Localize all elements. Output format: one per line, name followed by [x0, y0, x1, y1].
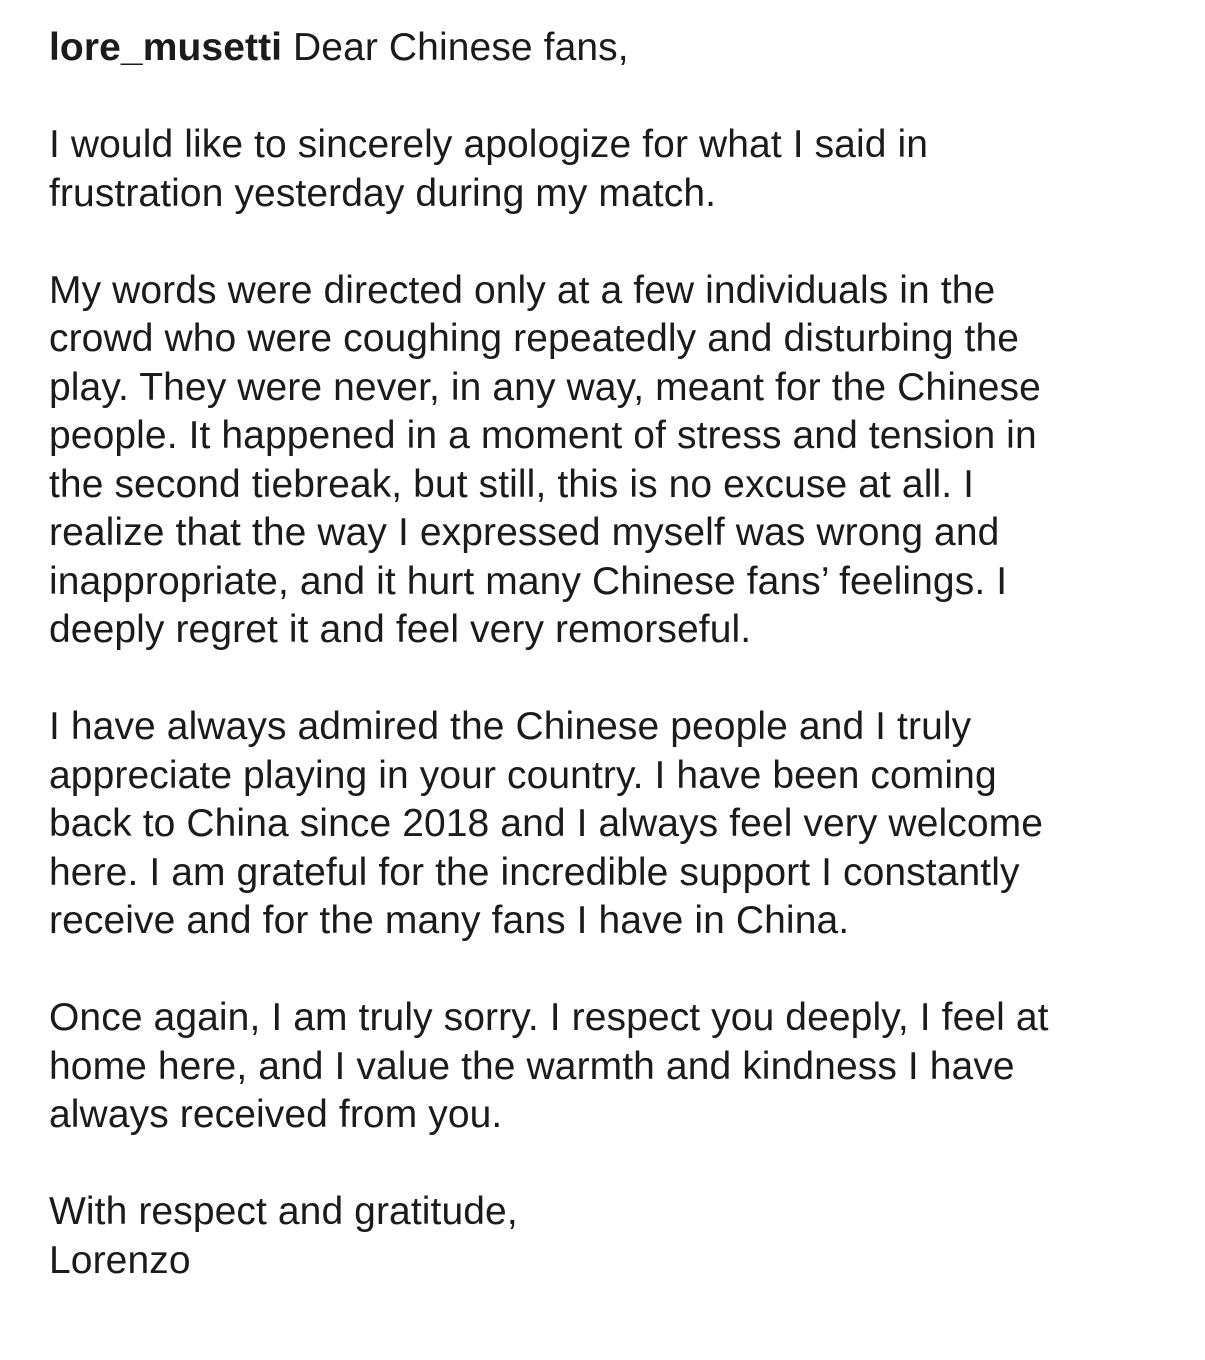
paragraph-spacer [49, 1140, 1179, 1189]
paragraph-4-line: home here, and I value the warmth and kindness I have [49, 1044, 1015, 1088]
paragraph-4-line: Once again, I am truly sorry. I respect you deeply, I feel at [49, 996, 1049, 1039]
signoff-text: With respect and gratitude, [49, 1190, 518, 1233]
paragraph-spacer [49, 218, 1179, 267]
username-link[interactable]: lore_musetti [49, 26, 283, 69]
paragraph-2-line: My words were directed only at a few individuals in the [49, 268, 996, 312]
paragraph-2-line: deeply regret it and feel very remorseful. [49, 608, 752, 651]
paragraph-3-line: receive and for the many fans I have in China. [49, 899, 850, 942]
paragraph-2-line: realize that the way I expressed myself was wrong and [49, 511, 1000, 554]
paragraph-2-line: people. It happened in a moment of stress and tension in [49, 414, 1037, 457]
paragraph-4-line: always received from you. [49, 1093, 503, 1136]
paragraph-3-line: appreciate playing in your country. I have been coming [49, 753, 997, 797]
post-caption [49, 24, 1179, 1285]
paragraph-3-line: here. I am grateful for the incredible support I constantly [49, 850, 1020, 894]
paragraph-spacer [49, 655, 1179, 704]
paragraph-2-line: crowd who were coughing repeatedly and disturbing the [49, 317, 1020, 360]
caption-first-line [49, 24, 1179, 73]
paragraph-3-line: I have always admired the Chinese people and I truly [49, 705, 972, 748]
paragraph-spacer [49, 73, 1179, 122]
paragraph-2-line: inappropriate, and it hurt many Chinese fans’ feelings. I [49, 559, 1008, 603]
paragraph-1-line: frustration yesterday during my match. [49, 171, 717, 215]
paragraph-2-line: play. They were never, in any way, meant for the Chinese [49, 365, 1041, 409]
paragraph-spacer [49, 946, 1179, 995]
paragraph-1-line: I would like to sincerely apologize for what I said in [49, 123, 929, 166]
greeting-text: Dear Chinese fans, [293, 26, 629, 69]
signature-text: Lorenzo [49, 1238, 191, 1282]
paragraph-2-line: the second tiebreak, but still, this is no excuse at all. I [49, 462, 975, 506]
paragraph-3-line: back to China since 2018 and I always feel very welcome [49, 802, 1044, 845]
